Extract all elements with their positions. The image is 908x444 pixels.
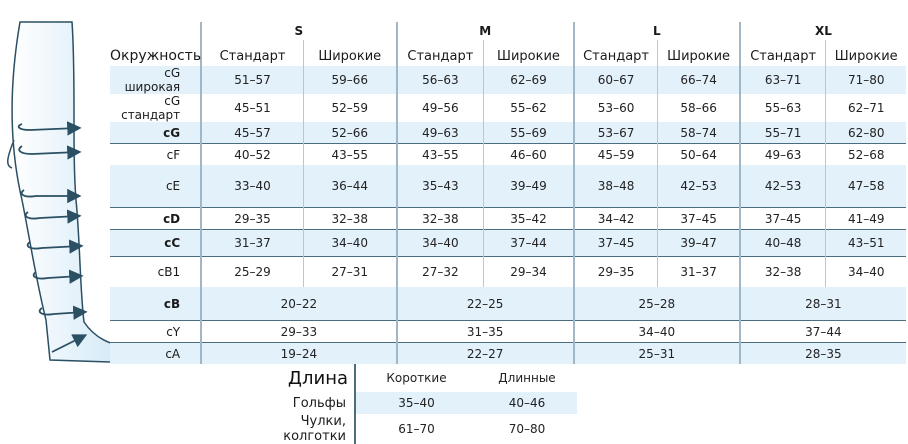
cell: 20–22: [201, 287, 396, 321]
width-label: Стандарт: [201, 40, 303, 66]
width-label: Широкие: [826, 40, 906, 66]
cell: 62–69: [484, 66, 574, 94]
cell: 55–71: [740, 122, 826, 144]
table-row: [110, 208, 906, 230]
cell: 22–25: [397, 287, 574, 321]
cell: 40–48: [740, 230, 826, 257]
table-row: [110, 66, 906, 94]
table-row: [110, 165, 906, 208]
length-cell: 61–70: [355, 414, 477, 444]
table-row: [110, 94, 906, 122]
cell: 22–27: [397, 343, 574, 365]
table-row: [110, 144, 906, 166]
cell: 37–44: [740, 321, 906, 343]
table-row: [110, 230, 906, 257]
circumference-label: Окружность: [110, 48, 202, 64]
size-header-row: [110, 22, 906, 40]
row-label: cG: [110, 122, 201, 144]
cell: 49–56: [397, 94, 484, 122]
width-header-row: [110, 40, 906, 66]
cell: 27–32: [397, 257, 484, 288]
row-label: cG стандарт: [121, 94, 181, 122]
cell: 52–66: [303, 122, 396, 144]
cell: 43–55: [303, 144, 396, 166]
row-label: cB1: [110, 257, 201, 288]
cell: 62–71: [826, 94, 906, 122]
cell: 43–55: [397, 144, 484, 166]
length-title: Длина: [287, 367, 348, 389]
length-row-label: Гольфы: [292, 395, 346, 411]
cell: 37–44: [484, 230, 574, 257]
cell: 27–31: [303, 257, 396, 288]
size-table: [110, 22, 906, 364]
cell: 34–42: [574, 208, 658, 230]
cell: 55–62: [484, 94, 574, 122]
width-label: Стандарт: [574, 40, 658, 66]
cell: 71–80: [826, 66, 906, 94]
table-row: [110, 343, 906, 365]
row-label: cY: [110, 321, 201, 343]
cell: 55–69: [484, 122, 574, 144]
size-xl: XL: [740, 22, 906, 40]
cell: 34–40: [826, 257, 906, 288]
cell: 29–34: [484, 257, 574, 288]
cell: 52–68: [826, 144, 906, 166]
cell: 37–45: [658, 208, 740, 230]
table-row: [110, 257, 906, 288]
cell: 47–58: [826, 165, 906, 208]
cell: 36–44: [303, 165, 396, 208]
cell: 25–28: [574, 287, 740, 321]
cell: 59–66: [303, 66, 396, 94]
table-row: [110, 122, 906, 144]
cell: 45–57: [201, 122, 303, 144]
cell: 63–71: [740, 66, 826, 94]
width-label: Широкие: [658, 40, 740, 66]
cell: 31–35: [397, 321, 574, 343]
cell: 45–51: [201, 94, 303, 122]
row-label: cF: [110, 144, 201, 166]
cell: 55–63: [740, 94, 826, 122]
cell: 37–45: [740, 208, 826, 230]
length-column-header: Длинные: [498, 371, 556, 385]
cell: 45–59: [574, 144, 658, 166]
cell: 46–60: [484, 144, 574, 166]
cell: 28–35: [740, 343, 906, 365]
cell: 53–60: [574, 94, 658, 122]
cell: 19–24: [201, 343, 396, 365]
cell: 25–29: [201, 257, 303, 288]
cell: 32–38: [740, 257, 826, 288]
cell: 31–37: [201, 230, 303, 257]
cell: 34–40: [574, 321, 740, 343]
cell: 66–74: [658, 66, 740, 94]
width-label: Широкие: [303, 40, 396, 66]
width-label: Стандарт: [397, 40, 484, 66]
length-column-header: Короткие: [355, 364, 477, 392]
row-label: cG широкая: [110, 66, 201, 94]
cell: 58–74: [658, 122, 740, 144]
cell: 43–51: [826, 230, 906, 257]
row-label: cE: [110, 165, 201, 208]
row-label: cC: [110, 230, 201, 257]
cell: 56–63: [397, 66, 484, 94]
cell: 62–80: [826, 122, 906, 144]
cell: 39–49: [484, 165, 574, 208]
cell: 37–45: [574, 230, 658, 257]
cell: 34–40: [397, 230, 484, 257]
cell: 33–40: [201, 165, 303, 208]
cell: 29–33: [201, 321, 396, 343]
width-label: Стандарт: [740, 40, 826, 66]
length-cell: 40–46: [477, 392, 577, 414]
cell: 52–59: [303, 94, 396, 122]
length-row-label: Чулки, колготки: [283, 414, 346, 444]
table-row: [110, 321, 906, 343]
cell: 53–67: [574, 122, 658, 144]
cell: 25–31: [574, 343, 740, 365]
cell: 32–38: [303, 208, 396, 230]
cell: 58–66: [658, 94, 740, 122]
cell: 39–47: [658, 230, 740, 257]
size-l: L: [574, 22, 740, 40]
cell: 42–53: [740, 165, 826, 208]
size-m: M: [397, 22, 574, 40]
cell: 29–35: [574, 257, 658, 288]
cell: 60–67: [574, 66, 658, 94]
cell: 51–57: [201, 66, 303, 94]
cell: 42–53: [658, 165, 740, 208]
cell: 50–64: [658, 144, 740, 166]
cell: 32–38: [397, 208, 484, 230]
row-label: cA: [110, 343, 201, 365]
length-cell: 35–40: [355, 392, 477, 414]
cell: 31–37: [658, 257, 740, 288]
size-s: S: [201, 22, 396, 40]
cell: 35–42: [484, 208, 574, 230]
cell: 35–43: [397, 165, 484, 208]
row-label: cB: [110, 287, 201, 321]
width-label: Широкие: [484, 40, 574, 66]
table-row: [110, 287, 906, 321]
cell: 29–35: [201, 208, 303, 230]
length-cell: 70–80: [508, 422, 546, 436]
cell: 34–40: [303, 230, 396, 257]
row-label: cD: [110, 208, 201, 230]
cell: 38–48: [574, 165, 658, 208]
cell: 28–31: [740, 287, 906, 321]
cell: 41–49: [826, 208, 906, 230]
cell: 49–63: [740, 144, 826, 166]
cell: 49–63: [397, 122, 484, 144]
cell: 40–52: [201, 144, 303, 166]
length-table: [245, 364, 577, 444]
